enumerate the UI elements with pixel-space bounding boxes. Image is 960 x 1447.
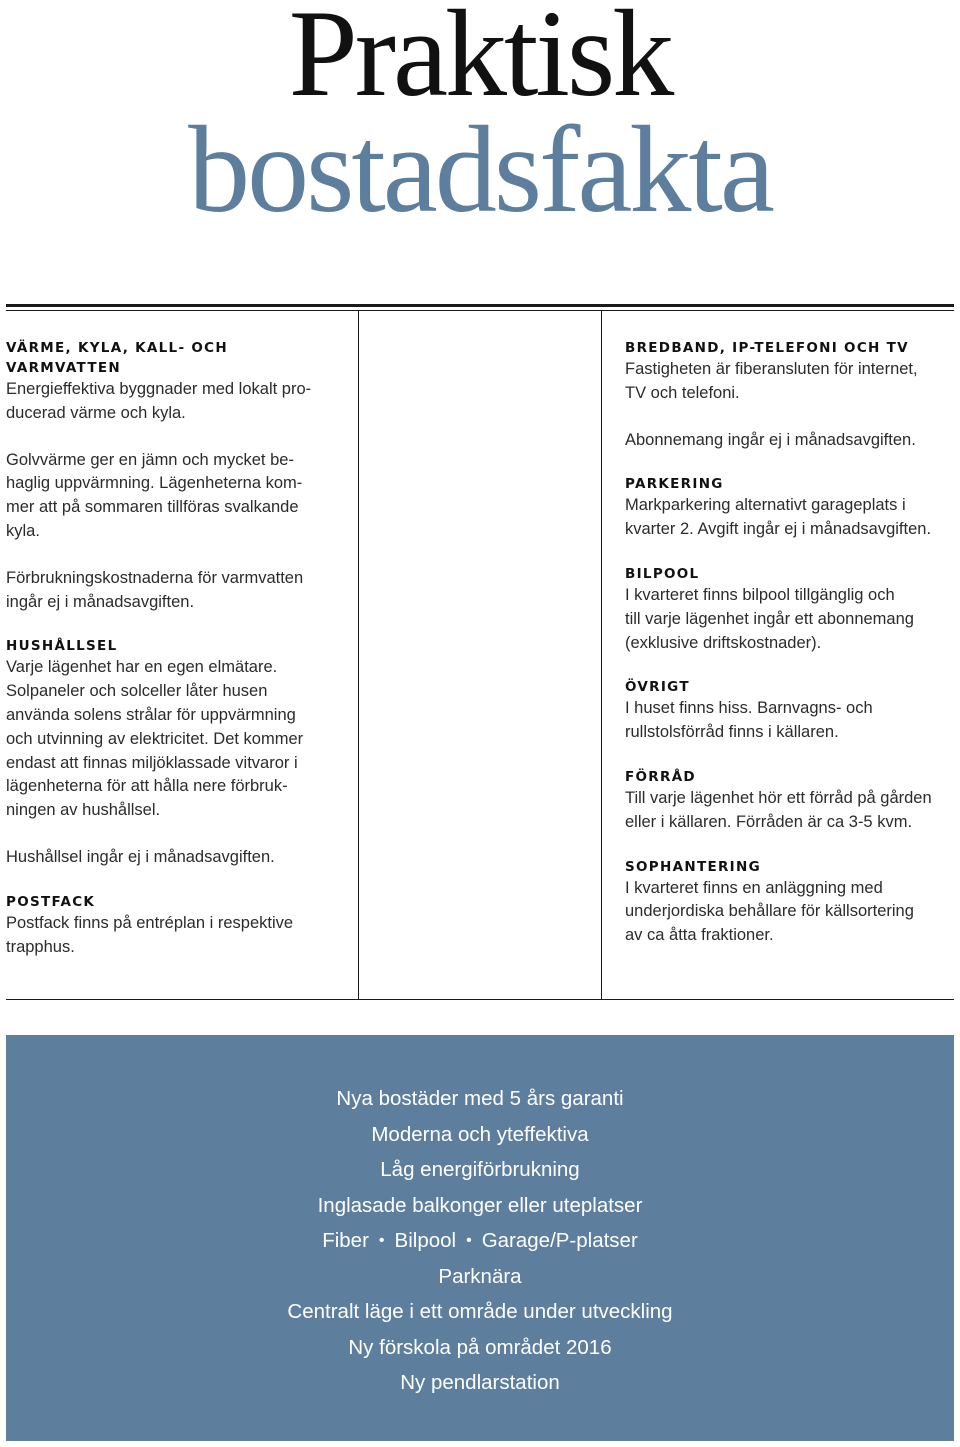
section-paragraph: Förbrukningskostnaderna för varmvatten ingår ej i månadsavgiften. (6, 568, 304, 611)
section-heading: PARKERING (625, 476, 724, 493)
column-divider-right (601, 311, 602, 999)
separator-dot: • (378, 1232, 385, 1249)
bottom-rule (6, 999, 954, 1000)
feature-item: Parknära (438, 1264, 522, 1288)
section-paragraph: Markparkering alternativt garageplats i kvarter 2. Avgift ingår ej i månadsavgiften. (625, 496, 932, 539)
section-paragraph: Hushållsel ingår ej i månadsavgiften. (6, 847, 275, 866)
section-heating (6, 338, 336, 614)
section-heading: SOPHANTERING (625, 858, 761, 875)
section-paragraph: I kvarteret finns bilpool tillgänglig och till varje lägenhet ingår ett abonnemang (exklusive driftskostnader). (625, 585, 914, 652)
section-paragraph: I huset finns hiss. Barnvagns- och rullstolsförråd finns i källaren. (625, 699, 873, 742)
section-parking (625, 474, 955, 542)
section-paragraph: Fastigheten är fiberansluten för internet, TV och telefoni. (625, 360, 918, 402)
section-heading: FÖRRÅD (625, 768, 696, 785)
section-other (625, 677, 955, 745)
features-banner (6, 1035, 954, 1441)
feature-item: Låg energiförbrukning (380, 1158, 580, 1181)
page-title-line-2: bostadsfakta (188, 101, 772, 238)
section-paragraph: Postfack finns på entréplan i respektive trapphus. (6, 913, 294, 956)
left-column (6, 338, 336, 981)
section-paragraph: Energieffektiva byggnader med lokalt pro- ducerad värme och kyla. (6, 380, 312, 422)
feature-item: Nya bostäder med 5 års garanti (336, 1087, 624, 1110)
section-heading: VÄRME, KYLA, KALL- OCH VARMVATTEN (6, 340, 228, 376)
section-household-electricity (6, 636, 336, 869)
features-list (6, 1081, 954, 1401)
section-heading: POSTFACK (6, 893, 96, 910)
section-heading: BREDBAND, IP-TELEFONI OCH TV (625, 340, 909, 356)
section-heading: ÖVRIGT (625, 679, 690, 696)
feature-carpool: Bilpool (394, 1229, 457, 1252)
section-storage (625, 767, 955, 835)
feature-item: Inglasade balkonger eller uteplatser (317, 1193, 643, 1217)
feature-item: Ny pendlarstation (400, 1371, 560, 1394)
section-paragraph: Varje lägenhet har en egen elmätare. Solpaneler och solceller låter husen använda solens strålar för uppvärmning och utvinning av elektricitet. Det kommer endast att finnas miljöklassade vitvaror i lägenheterna för att hålla nere förbruk- ningen av hushållsel. (6, 658, 304, 820)
section-paragraph: Abonnemang ingår ej i månadsavgiften. (625, 430, 916, 449)
feature-row-fiber-carpool-garage (6, 1223, 954, 1259)
top-rule-thin (6, 310, 954, 311)
section-carpool (625, 564, 955, 655)
feature-item: Centralt läge i ett område under utveckling (287, 1300, 673, 1323)
top-rule-thick (6, 304, 954, 307)
separator-dot: • (466, 1232, 472, 1249)
section-waste (625, 857, 955, 948)
section-heading: BILPOOL (625, 565, 700, 582)
section-heading: HUSHÅLLSEL (6, 638, 118, 655)
feature-item: Ny förskola på området 2016 (348, 1335, 612, 1359)
feature-garage: Garage/P-platser (481, 1229, 638, 1252)
section-paragraph: I kvarteret finns en anläggning med underjordiska behållare för källsortering av ca åtta fraktioner. (625, 878, 914, 945)
feature-item: Moderna och yteffektiva (371, 1122, 589, 1146)
section-paragraph: Golvvärme ger en jämn och mycket be- haglig uppvärmning. Lägenheterna kom- mer att på sommaren tillföras svalkande kyla. (6, 450, 303, 540)
section-mailbox (6, 892, 336, 960)
right-column (625, 338, 955, 970)
page-title-line-1: Praktisk (288, 0, 672, 122)
section-paragraph: Till varje lägenhet hör ett förråd på gården eller i källaren. Förråden är ca 3-5 kvm. (625, 788, 932, 831)
section-broadband (625, 338, 955, 452)
column-divider-left (358, 311, 359, 999)
feature-fiber: Fiber (322, 1229, 369, 1252)
